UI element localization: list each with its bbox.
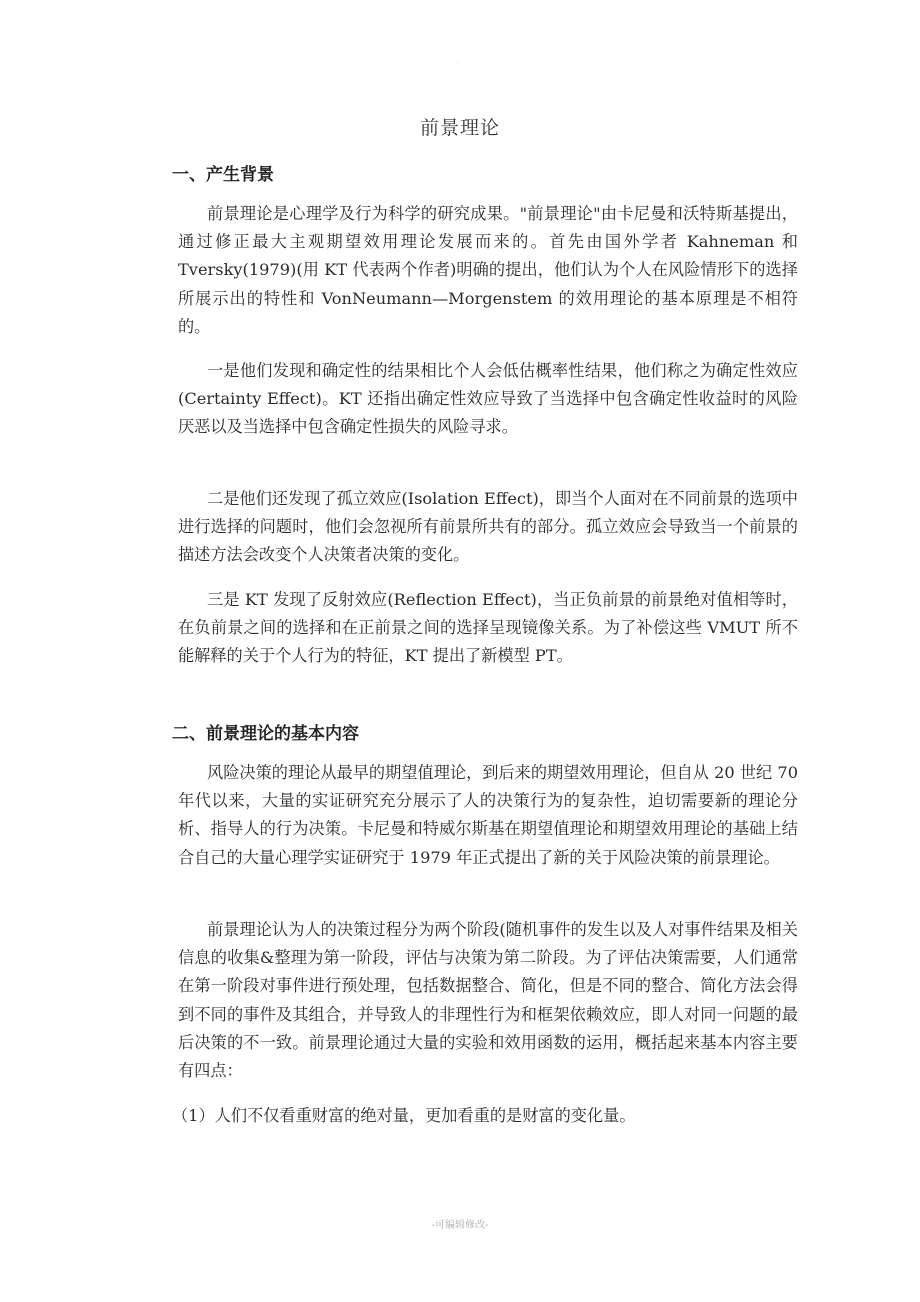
paragraph-intro: 前景理论是心理学及行为科学的研究成果。"前景理论"由卡尼曼和沃特斯基提出，通过修正最大主观期望效用理论发展而来的。首先由国外学者 Kahneman 和 Tversky(1979)(用 KT 代表两个作者)明确的提出，他们认为个人在风险情形下的选择所展示出的特性和 VonNeumann—Morgenstem 的效用理论的基本原理是不相符的。 bbox=[178, 204, 798, 336]
header-mark: · bbox=[457, 58, 460, 67]
paragraph-risk-decision-history: 风险决策的理论从最早的期望值理论，到后来的期望效用理论，但自从 20 世纪 70 年代以来，大量的实证研究充分展示了人的决策行为的复杂性，迫切需要新的理论分析、指导人的行为决策。卡尼曼和特威尔斯基在期望值理论和期望效用理论的基础上结合自己的大量心理学实证研究于 1979 年正式提出了新的关于风险决策的前景理论。 bbox=[178, 763, 798, 867]
paragraph-certainty-effect: 一是他们发现和确定性的结果相比个人会低估概率性结果，他们称之为确定性效应(Certainty Effect)。KT 还指出确定性效应导致了当选择中包含确定性收益时的风险厌恶以及当选择中包含确定性损失的风险寻求。 bbox=[178, 361, 798, 437]
paragraph-reflection-effect: 三是 KT 发现了反射效应(Reflection Effect)，当正负前景的前景绝对值相等时，在负前景之间的选择和在正前景之间的选择呈现镜像关系。为了补偿这些 VMUT 所不能解释的关于个人行为的特征，KT 提出了新模型 PT。 bbox=[178, 590, 798, 666]
section-heading-background: 一、产生背景 bbox=[172, 165, 274, 185]
document-title: 前景理论 bbox=[419, 117, 500, 139]
paragraph-two-stages: 前景理论认为人的决策过程分为两个阶段(随机事件的发生以及人对事件结果及相关信息的收集&整理为第一阶段，评估与决策为第二阶段。为了评估决策需要，人们通常在第一阶段对事件进行预处理，包括数据整合、简化，但是不同的整合、简化方法会得到不同的事件及其组合，并导致人的非理性行为和框架依赖效应，即人对同一问题的最后决策的不一致。前景理论通过大量的实验和效用函数的运用，概括起来基本内容主要有四点： bbox=[178, 920, 798, 1081]
list-item-wealth-change: （1）人们不仅看重财富的绝对量，更加看重的是财富的变化量。 bbox=[172, 1106, 636, 1125]
paragraph-isolation-effect: 二是他们还发现了孤立效应(Isolation Effect)，即当个人面对在不同前景的选项中进行选择的问题时，他们会忽视所有前景所共有的部分。孤立效应会导致当一个前景的描述方法会改变个人决策者决策的变化。 bbox=[178, 489, 798, 565]
footer-note: -可编辑修改- bbox=[431, 1220, 489, 1231]
section-heading-basic-content: 二、前景理论的基本内容 bbox=[172, 724, 359, 744]
